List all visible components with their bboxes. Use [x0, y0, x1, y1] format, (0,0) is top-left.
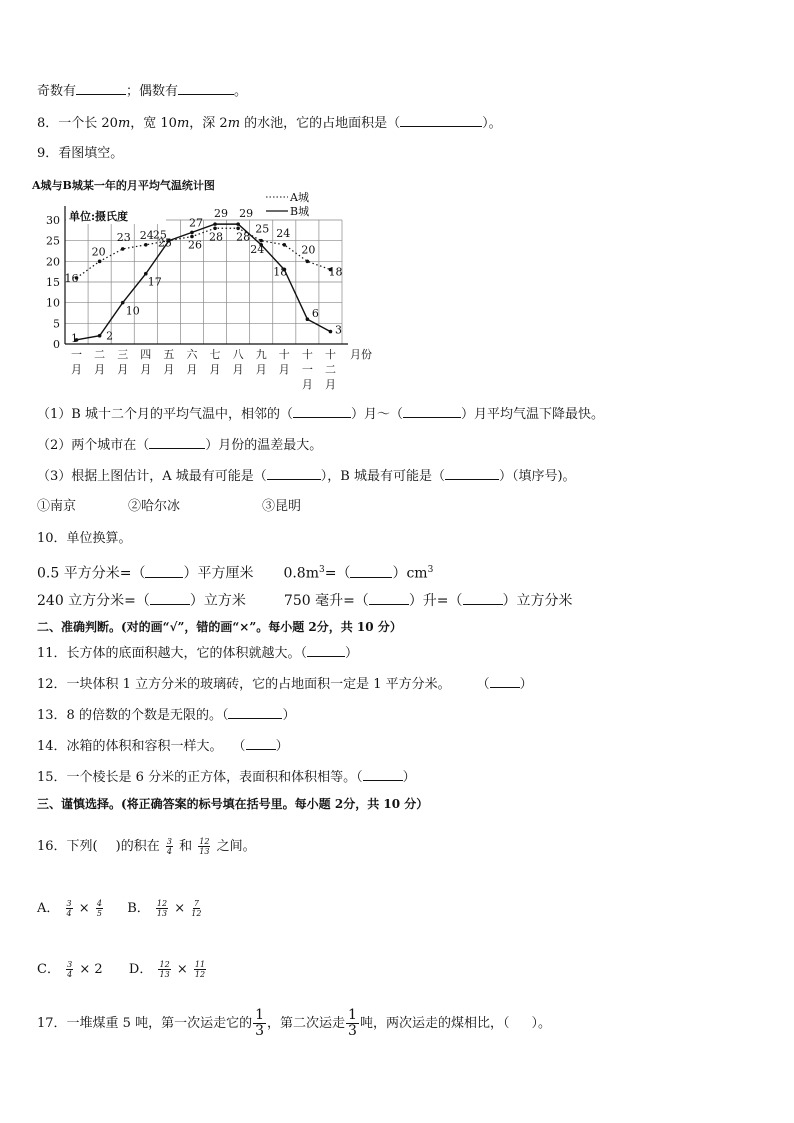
option-3: ③昆明 — [262, 499, 302, 514]
q10-text: ）升=（ — [408, 593, 463, 609]
question-13 — [37, 706, 295, 725]
answer-blank[interactable] — [145, 565, 183, 578]
data-label-a: 25 — [152, 228, 167, 242]
x-tick-label: 月 — [301, 378, 313, 391]
x-tick-label: 月 — [186, 363, 198, 376]
x-tick-label: 二 — [94, 348, 106, 361]
data-label-b: 17 — [147, 275, 162, 289]
question-17 — [37, 1006, 551, 1042]
answer-blank[interactable] — [490, 675, 520, 688]
data-label-a: 20 — [301, 243, 316, 257]
fraction — [253, 1008, 266, 1039]
denominator: 5 — [96, 909, 102, 918]
q12-text: ） — [519, 677, 533, 692]
unit-label: 单位:摄氏度 — [69, 210, 129, 223]
fraction — [96, 899, 103, 918]
answer-blank[interactable] — [403, 405, 461, 418]
x-tick-label: 月 — [140, 363, 152, 376]
denominator: 3 — [348, 1023, 357, 1039]
denominator: 3 — [255, 1023, 264, 1039]
data-label-a: 24 — [276, 226, 291, 240]
x-tick-label: 十 — [301, 348, 313, 361]
fraction — [158, 960, 170, 979]
answer-blank[interactable] — [267, 467, 321, 480]
x-tick-label: 月 — [163, 363, 175, 376]
x-tick-label: 二 — [324, 363, 336, 376]
data-point-a — [98, 260, 102, 264]
numerator: 3 — [66, 899, 72, 908]
question-16 — [37, 834, 256, 860]
data-label-b: 1 — [71, 331, 79, 345]
q8-text: ，宽 10 — [130, 116, 177, 131]
question-12 — [37, 675, 533, 694]
option-1: ①南京 — [37, 499, 77, 514]
q9-1-text: ）月～（ — [350, 407, 403, 422]
q10-text: 0.5 平方分米=（ — [37, 565, 146, 582]
numerator: 1 — [255, 1007, 264, 1023]
data-label-b: 29 — [214, 207, 229, 221]
q7-even-label: ；偶数有 — [126, 84, 179, 99]
data-point-b — [190, 231, 194, 235]
x-tick-label: 月 — [209, 363, 221, 376]
x-tick-label: 月 — [94, 363, 106, 376]
denominator: 13 — [199, 847, 210, 856]
question-10-row-2 — [37, 592, 573, 610]
numerator: 12 — [159, 960, 170, 969]
q14-text: ） — [275, 739, 289, 754]
option-label: A． — [37, 901, 60, 916]
question-9-options — [37, 498, 301, 516]
numerator: 11 — [194, 960, 206, 969]
q10-text: 0.8m — [283, 565, 319, 582]
numerator: 1 — [348, 1007, 357, 1023]
data-point-b — [213, 222, 217, 226]
answer-blank[interactable] — [463, 592, 503, 605]
denominator: 13 — [159, 970, 170, 979]
data-point-b — [306, 317, 310, 321]
data-label-b: 6 — [311, 307, 319, 321]
q16-text: 和 — [179, 839, 193, 854]
unit-m: m — [227, 116, 241, 131]
q9-3-text: ）（填序号)。 — [498, 469, 576, 484]
q8-text: 的水池，它的占地面积是（ — [240, 116, 401, 131]
chart-title: A城与B城某一年的月平均气温统计图 — [32, 179, 215, 192]
question-9-2 — [37, 436, 322, 455]
q11-text: ） — [345, 646, 359, 661]
unit-m: m — [176, 116, 190, 131]
data-label-b: 18 — [273, 265, 288, 279]
data-point-a — [144, 243, 148, 247]
section-3-heading: 三、谨慎选择。(将正确答案的标号填在括号里。每小题 2分，共 10 分） — [37, 797, 429, 811]
q13-text: ） — [282, 708, 296, 723]
fraction — [156, 899, 168, 918]
x-tick-label: 九 — [255, 348, 267, 361]
x-tick-label: 一 — [301, 363, 313, 376]
answer-blank[interactable] — [150, 592, 190, 605]
option-C[interactable] — [37, 962, 107, 977]
data-label-b: 29 — [239, 207, 254, 221]
data-label-b: 2 — [106, 329, 114, 343]
superscript: 3 — [319, 565, 325, 575]
question-14 — [37, 737, 289, 756]
option-D[interactable] — [129, 962, 208, 977]
option-B[interactable] — [127, 901, 203, 916]
numerator: 4 — [96, 899, 102, 908]
answer-blank[interactable] — [149, 436, 205, 449]
data-label-a: 20 — [91, 245, 106, 259]
q16-text: )的积在 — [115, 839, 160, 854]
answer-blank[interactable] — [76, 82, 126, 95]
x-tick-label: 六 — [186, 348, 198, 361]
x-tick-label: 四 — [140, 348, 152, 361]
answer-blank[interactable] — [246, 737, 276, 750]
x-tick-label: 月 — [71, 363, 83, 376]
legend-label-a: A城 — [290, 191, 309, 204]
denominator: 4 — [67, 970, 73, 979]
q9-3-text: （3）根据上图估计，A 城最有可能是（ — [37, 469, 267, 484]
answer-blank[interactable] — [228, 706, 282, 719]
q12-text: 12．一块体积 1 立方分米的玻璃砖，它的占地面积一定是 1 平方分米。 — [37, 677, 451, 692]
x-tick-label: 十 — [278, 348, 290, 361]
y-tick-label: 10 — [46, 296, 60, 310]
question-9-title: 9．看图填空。 — [37, 146, 124, 161]
question-10-row-1 — [37, 561, 433, 583]
data-label-b: 27 — [188, 216, 203, 230]
denominator: 4 — [166, 847, 172, 856]
data-label-b: 3 — [334, 323, 342, 337]
option-label: D． — [128, 962, 153, 977]
x-tick-label: 七 — [209, 348, 221, 361]
data-label-a: 26 — [187, 238, 202, 252]
y-tick-label: 30 — [46, 214, 60, 227]
q17-text: 17．一堆煤重 5 吨，第一次运走它的 — [37, 1016, 253, 1031]
q8-text: ）。 — [482, 116, 502, 131]
answer-blank[interactable] — [369, 592, 409, 605]
q16-text: 16．下列( — [37, 839, 98, 854]
y-tick-label: 20 — [46, 255, 60, 269]
question-15 — [37, 768, 416, 787]
data-label-a: 23 — [116, 230, 131, 244]
denominator: 12 — [194, 970, 206, 979]
unit-m: m — [117, 116, 131, 131]
times-sign: × — [176, 962, 188, 977]
q14-text: 14．冰箱的体积和容积一样大。 — [37, 739, 223, 754]
q10-text: =（ — [324, 565, 351, 582]
data-point-b — [98, 334, 102, 338]
numerator: 7 — [193, 899, 199, 908]
y-tick-label: 15 — [46, 276, 60, 289]
temperature-line-chart — [30, 175, 372, 391]
question-9-3 — [37, 467, 576, 486]
fraction — [198, 837, 210, 856]
x-tick-label: 月 — [117, 363, 129, 376]
data-point-a — [121, 247, 125, 251]
x-tick-label: 八 — [232, 348, 244, 361]
denominator: 13 — [156, 909, 168, 918]
x-tick-label: 五 — [163, 348, 175, 361]
numerator: 12 — [199, 837, 210, 846]
question-16-row-ab — [37, 896, 203, 922]
question-16-row-cd — [37, 957, 208, 983]
q10-text: ）立方米 — [189, 593, 246, 609]
q10-text: ）cm — [392, 565, 428, 582]
q12-text: （ — [476, 677, 490, 692]
x-axis-label: 月份 — [350, 348, 372, 361]
q9-3-text: ），B 城最有可能是（ — [320, 469, 445, 484]
data-label-a: 16 — [64, 271, 79, 285]
x-tick-label: 月 — [255, 363, 267, 376]
x-tick-label: 月 — [324, 378, 336, 391]
data-point-b — [121, 301, 125, 305]
data-label-b: 25 — [157, 236, 172, 250]
legend-label-b: B城 — [290, 205, 310, 218]
q8-text: 8．一个长 20 — [37, 116, 118, 131]
fraction — [346, 1008, 359, 1039]
fraction — [166, 837, 173, 856]
q17-text: 吨，两次运走的煤相比，（ — [359, 1016, 510, 1031]
numerator: 12 — [156, 899, 168, 908]
x-tick-label: 一 — [71, 348, 83, 361]
period: 。 — [234, 84, 248, 99]
q15-text: ） — [402, 770, 416, 785]
data-label-a: 24 — [139, 228, 154, 242]
q9-2-text: （2）两个城市在（ — [37, 438, 150, 453]
x-tick-label: 三 — [117, 348, 129, 361]
data-point-a — [306, 260, 310, 264]
data-label-a: 25 — [255, 222, 270, 236]
q7-tail — [37, 82, 247, 101]
q11-text: 11．长方体的底面积越大，它的体积就越大。（ — [37, 646, 308, 661]
option-label: C． — [37, 962, 60, 977]
question-11 — [37, 644, 358, 663]
y-tick-label: 5 — [53, 317, 60, 331]
q7-odd-label: 奇数有 — [37, 84, 77, 99]
answer-blank[interactable] — [293, 405, 351, 418]
x-tick-label: 月 — [232, 363, 244, 376]
y-tick-label: 25 — [46, 234, 60, 248]
q15-text: 15．一个棱长是 6 分米的正方体，表面积和体积相等。（ — [37, 770, 363, 785]
fraction — [66, 899, 73, 918]
fraction — [66, 960, 73, 979]
data-point-b — [236, 222, 240, 226]
question-9-1 — [37, 405, 604, 424]
q16-text: 之间。 — [216, 839, 256, 854]
times-sign: × 2 — [79, 962, 103, 977]
q10-text: ）平方厘米 — [183, 565, 254, 582]
option-2: ②哈尔冰 — [128, 499, 181, 514]
q10-text: 240 立方分米=（ — [37, 593, 150, 609]
q14-text: （ — [232, 739, 246, 754]
q8-text: ，深 2 — [189, 116, 228, 131]
data-label-b: 10 — [125, 304, 140, 318]
data-point-b — [329, 330, 333, 334]
q17-text: ）。 — [531, 1016, 551, 1031]
option-A[interactable] — [37, 901, 109, 916]
numerator: 3 — [166, 837, 172, 846]
question-8 — [37, 114, 502, 133]
numerator: 3 — [67, 960, 73, 969]
answer-blank[interactable] — [363, 768, 403, 781]
q10-text: 750 毫升=（ — [283, 593, 369, 609]
denominator: 4 — [66, 909, 72, 918]
answer-blank[interactable] — [400, 114, 482, 127]
q9-1-text: （1）B 城十二个月的平均气温中，相邻的（ — [37, 407, 293, 422]
q17-text: ，第二次运走 — [267, 1016, 346, 1031]
y-tick-label: 0 — [53, 338, 60, 351]
question-10-title: 10．单位换算。 — [37, 531, 132, 546]
data-label-a: 18 — [328, 265, 343, 279]
q9-2-text: ）月份的温差最大。 — [205, 438, 323, 453]
option-label: B． — [127, 901, 150, 916]
data-label-b: 24 — [250, 242, 265, 256]
times-sign: × — [174, 901, 186, 916]
answer-blank[interactable] — [307, 644, 345, 657]
section-2-heading: 二、准确判断。(对的画“√”，错的画“×”。每小题 2分，共 10 分） — [37, 620, 402, 634]
fraction — [191, 899, 201, 918]
superscript: 3 — [427, 565, 434, 575]
answer-blank[interactable] — [350, 565, 392, 578]
answer-blank[interactable] — [178, 82, 234, 95]
data-point-a — [282, 243, 286, 247]
answer-blank[interactable] — [445, 467, 499, 480]
x-tick-label: 月 — [278, 363, 290, 376]
data-label-a: 28 — [236, 230, 251, 244]
q13-text: 13．8 的倍数的个数是无限的。（ — [37, 708, 229, 723]
fraction — [194, 960, 206, 979]
q9-1-text: ）月平均气温下降最快。 — [460, 407, 604, 422]
q10-text: ）立方分米 — [502, 593, 573, 609]
times-sign: × — [78, 901, 90, 916]
denominator: 12 — [191, 909, 202, 918]
x-tick-label: 十 — [324, 348, 336, 361]
data-label-a: 28 — [209, 230, 224, 244]
